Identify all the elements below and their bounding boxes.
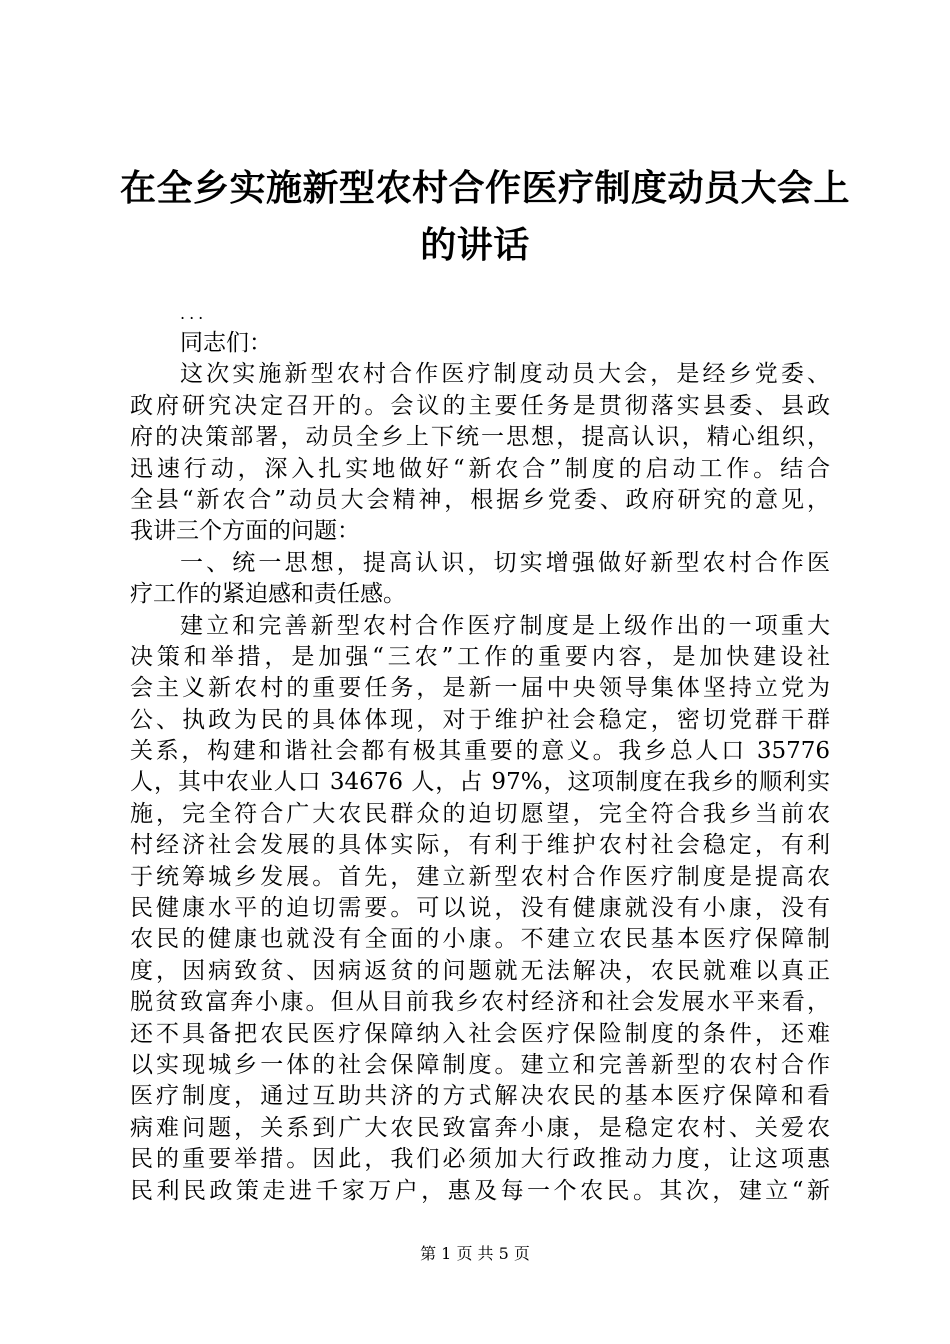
document-title xyxy=(120,160,851,274)
body-line: 人，其中农业人口 34676 人，占 97%，这项制度在我乡的顺利实 xyxy=(130,769,830,796)
title-line-1: 在全乡实施新型农村合作医疗制度动员大会上 xyxy=(120,168,851,209)
body-line: 度，因病致贫、因病返贫的问题就无法解决，农民就难以真正 xyxy=(130,957,830,984)
body-line: 农民的健康也就没有全面的小康。不建立农民基本医疗保障制 xyxy=(130,926,830,953)
body-line: 疗工作的紧迫感和责任感。 xyxy=(130,581,406,608)
body-line: 建立和完善新型农村合作医疗制度是上级作出的一项重大 xyxy=(180,612,830,639)
body-line: 民利民政策走进千家万户，惠及每一个农民。其次，建立“新 xyxy=(130,1177,830,1204)
body-line: 府的决策部署，动员全乡上下统一思想，提高认识，精心组织， xyxy=(130,424,830,451)
body-line: 一、统一思想，提高认识，切实增强做好新型农村合作医 xyxy=(180,549,830,576)
body-line: 脱贫致富奔小康。但从目前我乡农村经济和社会发展水平来看， xyxy=(130,989,830,1016)
body-line: 病难问题，关系到广大农民致富奔小康，是稳定农村、关爱农 xyxy=(130,1114,830,1141)
body-line: 关系，构建和谐社会都有极其重要的意义。我乡总人口 35776 xyxy=(130,738,830,765)
body-line: 全县“新农合”动员大会精神，根据乡党委、政府研究的意见， xyxy=(130,486,830,513)
body-line: 村经济社会发展的具体实际，有利于维护农村社会稳定，有利 xyxy=(130,832,830,859)
body-line: 会主义新农村的重要任务，是新一届中央领导集体坚持立党为 xyxy=(130,675,830,702)
body-line: 这次实施新型农村合作医疗制度动员大会，是经乡党委、 xyxy=(180,361,830,388)
ellipsis-marker: ... xyxy=(180,304,208,323)
body-line: 迅速行动，深入扎实地做好“新农合”制度的启动工作。结合 xyxy=(130,455,830,482)
body-line: 于统筹城乡发展。首先，建立新型农村合作医疗制度是提高农 xyxy=(130,863,830,890)
body-line: 还不具备把农民医疗保障纳入社会医疗保险制度的条件，还难 xyxy=(130,1020,830,1047)
body-line: 民的重要举措。因此，我们必须加大行政推动力度，让这项惠 xyxy=(130,1146,830,1173)
body-line: 民健康水平的迫切需要。可以说，没有健康就没有小康，没有 xyxy=(130,895,830,922)
body-line: 同志们： xyxy=(180,330,272,356)
page-footer: 第 1 页 共 5 页 xyxy=(420,1244,530,1263)
body-line: 以实现城乡一体的社会保障制度。建立和完善新型的农村合作 xyxy=(130,1051,830,1078)
body-line: 医疗制度，通过互助共济的方式解决农民的基本医疗保障和看 xyxy=(130,1083,830,1110)
body-line: 政府研究决定召开的。会议的主要任务是贯彻落实县委、县政 xyxy=(130,392,830,419)
body-line: 公、执政为民的具体体现，对于维护社会稳定，密切党群干群 xyxy=(130,706,830,733)
body-line: 我讲三个方面的问题： xyxy=(130,518,360,545)
body-line: 决策和举措，是加强“三农”工作的重要内容，是加快建设社 xyxy=(130,643,830,670)
title-line-2: 的讲话 xyxy=(420,225,530,266)
body-line: 施，完全符合广大农民群众的迫切愿望，完全符合我乡当前农 xyxy=(130,800,830,827)
document-body xyxy=(130,328,830,1207)
